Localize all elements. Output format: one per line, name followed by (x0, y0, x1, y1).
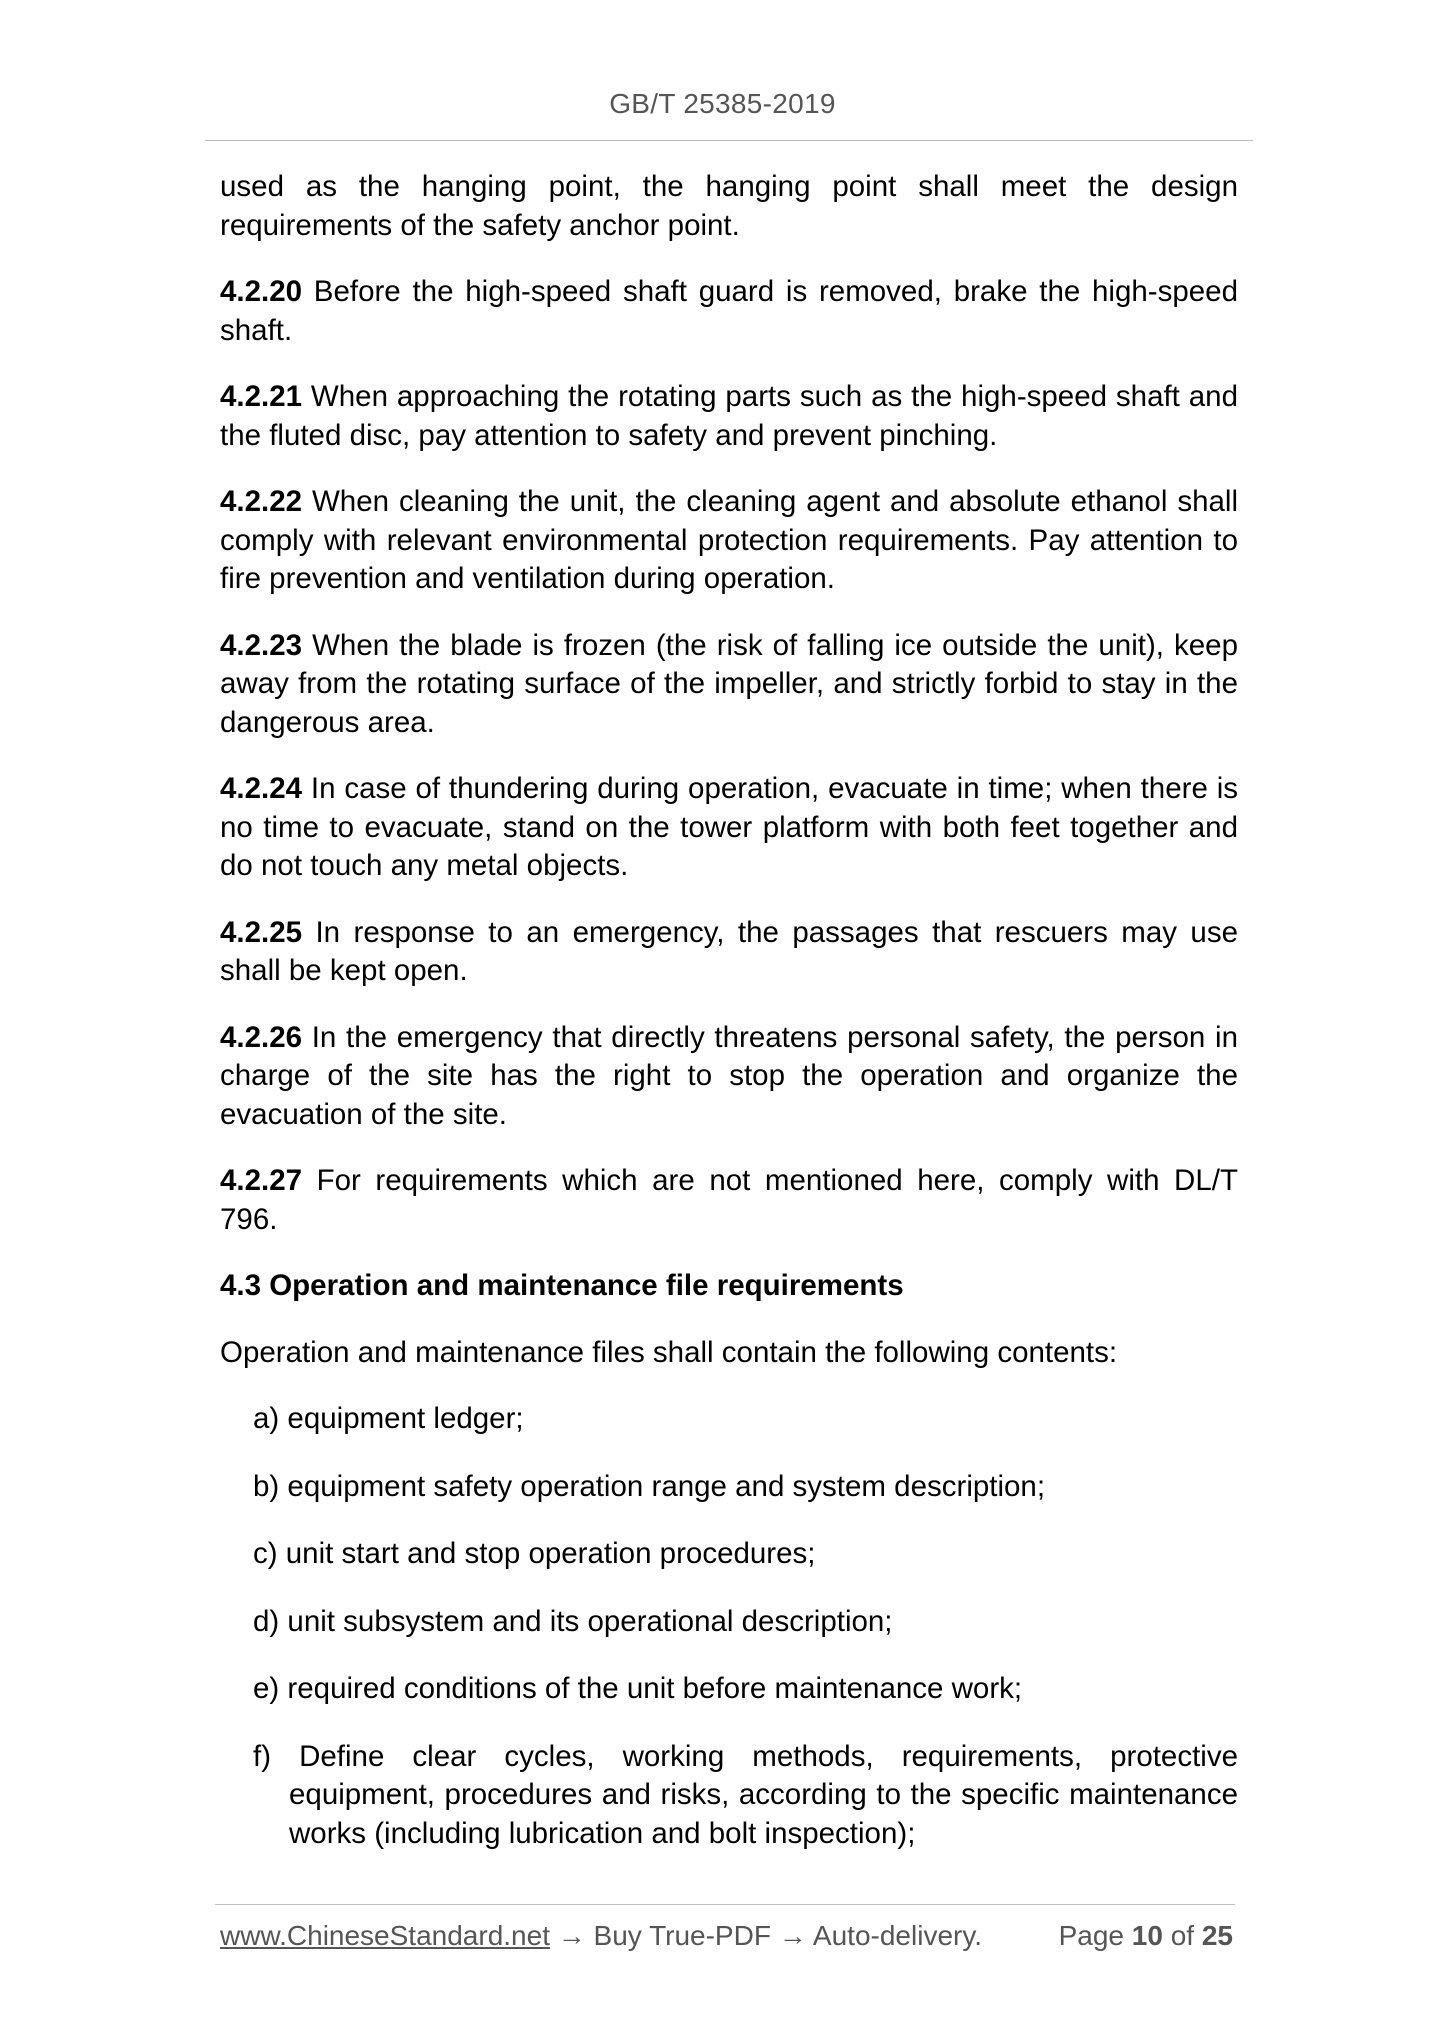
clause-number: 4.2.21 (220, 380, 303, 413)
page-label: Page (1058, 1920, 1124, 1951)
clause-number: 4.2.26 (220, 1020, 303, 1054)
section-intro: Operation and maintenance files shall contain the following contents: (220, 1335, 1118, 1369)
website-link[interactable]: www.ChineseStandard.net (220, 1920, 550, 1951)
section-heading: 4.3 Operation and maintenance file requirements (220, 1269, 904, 1302)
list-item: c) unit start and stop operation procedures; (253, 1537, 816, 1570)
list-item: f) Define clear cycles, working methods, requirements, protective equipment, procedures and risks, according to the specific maintenance works (including lubrication and bolt inspection); (253, 1739, 1238, 1850)
clause-text: In case of thundering during operation, evacuate in time; when there is no time to evacuate, stand on the tower platform with both feet together and do not touch any metal objects. (220, 772, 1238, 882)
clause-text: In response to an emergency, the passages that rescuers may use shall be kept open. (220, 915, 1238, 987)
document-header-title: GB/T 25385-2019 (609, 88, 836, 119)
clause-4-2-20 (220, 273, 1238, 350)
clause-4-2-26 (220, 1019, 1238, 1135)
list-item: b) equipment safety operation range and system description; (253, 1469, 1046, 1503)
list-item: e) required conditions of the unit before maintenance work; (253, 1672, 1023, 1705)
clause-number: 4.2.24 (220, 772, 303, 805)
total-page-number: 25 (1201, 1920, 1233, 1951)
clause-4-2-22 (220, 483, 1238, 599)
clause-text: When cleaning the unit, the cleaning agent and absolute ethanol shall comply with relevant environmental protection requirements. Pay attention to fire prevention and ventilation during operation. (220, 485, 1238, 595)
current-page-number: 10 (1131, 1920, 1163, 1951)
clause-4-2-21 (220, 378, 1238, 455)
paragraph-continuation (220, 168, 1238, 245)
list-item: d) unit subsystem and its operational description; (253, 1604, 893, 1638)
footer-tagline: → Buy True-PDF → Auto-delivery. (549, 1920, 983, 1951)
footer-divider (215, 1904, 1235, 1905)
clause-number: 4.2.20 (220, 275, 303, 308)
clause-4-2-23 (220, 627, 1238, 743)
list-item: a) equipment ledger; (253, 1402, 524, 1435)
clause-4-2-27 (220, 1162, 1238, 1239)
clause-4-2-24 (220, 770, 1238, 886)
clause-4-2-25 (220, 914, 1238, 991)
clause-number: 4.2.25 (220, 915, 303, 949)
clause-text: When the blade is frozen (the risk of falling ice outside the unit), keep away from the rotating surface of the impeller, and strictly forbid to stay in the dangerous area. (220, 628, 1238, 739)
clause-text: used as the hanging point, the hanging point shall meet the design requirements of the safety anchor point. (220, 170, 1238, 242)
page-counter (1059, 1920, 1233, 1952)
of-label: of (1170, 1920, 1195, 1951)
clause-text: When approaching the rotating parts such as the high-speed shaft and the fluted disc, pay attention to safety and prevent pinching. (220, 380, 1238, 452)
contents-list (220, 1400, 1238, 1853)
clause-text: Before the high-speed shaft guard is removed, brake the high-speed shaft. (220, 275, 1238, 347)
document-body (220, 168, 1238, 1882)
clause-text: In the emergency that directly threatens personal safety, the person in charge of the site has the right to stop the operation and organize the evacuation of the site. (220, 1020, 1238, 1131)
clause-number: 4.2.22 (220, 485, 303, 518)
footer-promo (220, 1920, 982, 1952)
header-divider (205, 140, 1253, 141)
clause-number: 4.2.27 (220, 1164, 303, 1197)
clause-number: 4.2.23 (220, 628, 303, 662)
clause-text: For requirements which are not mentioned here, comply with DL/T 796. (220, 1164, 1238, 1236)
